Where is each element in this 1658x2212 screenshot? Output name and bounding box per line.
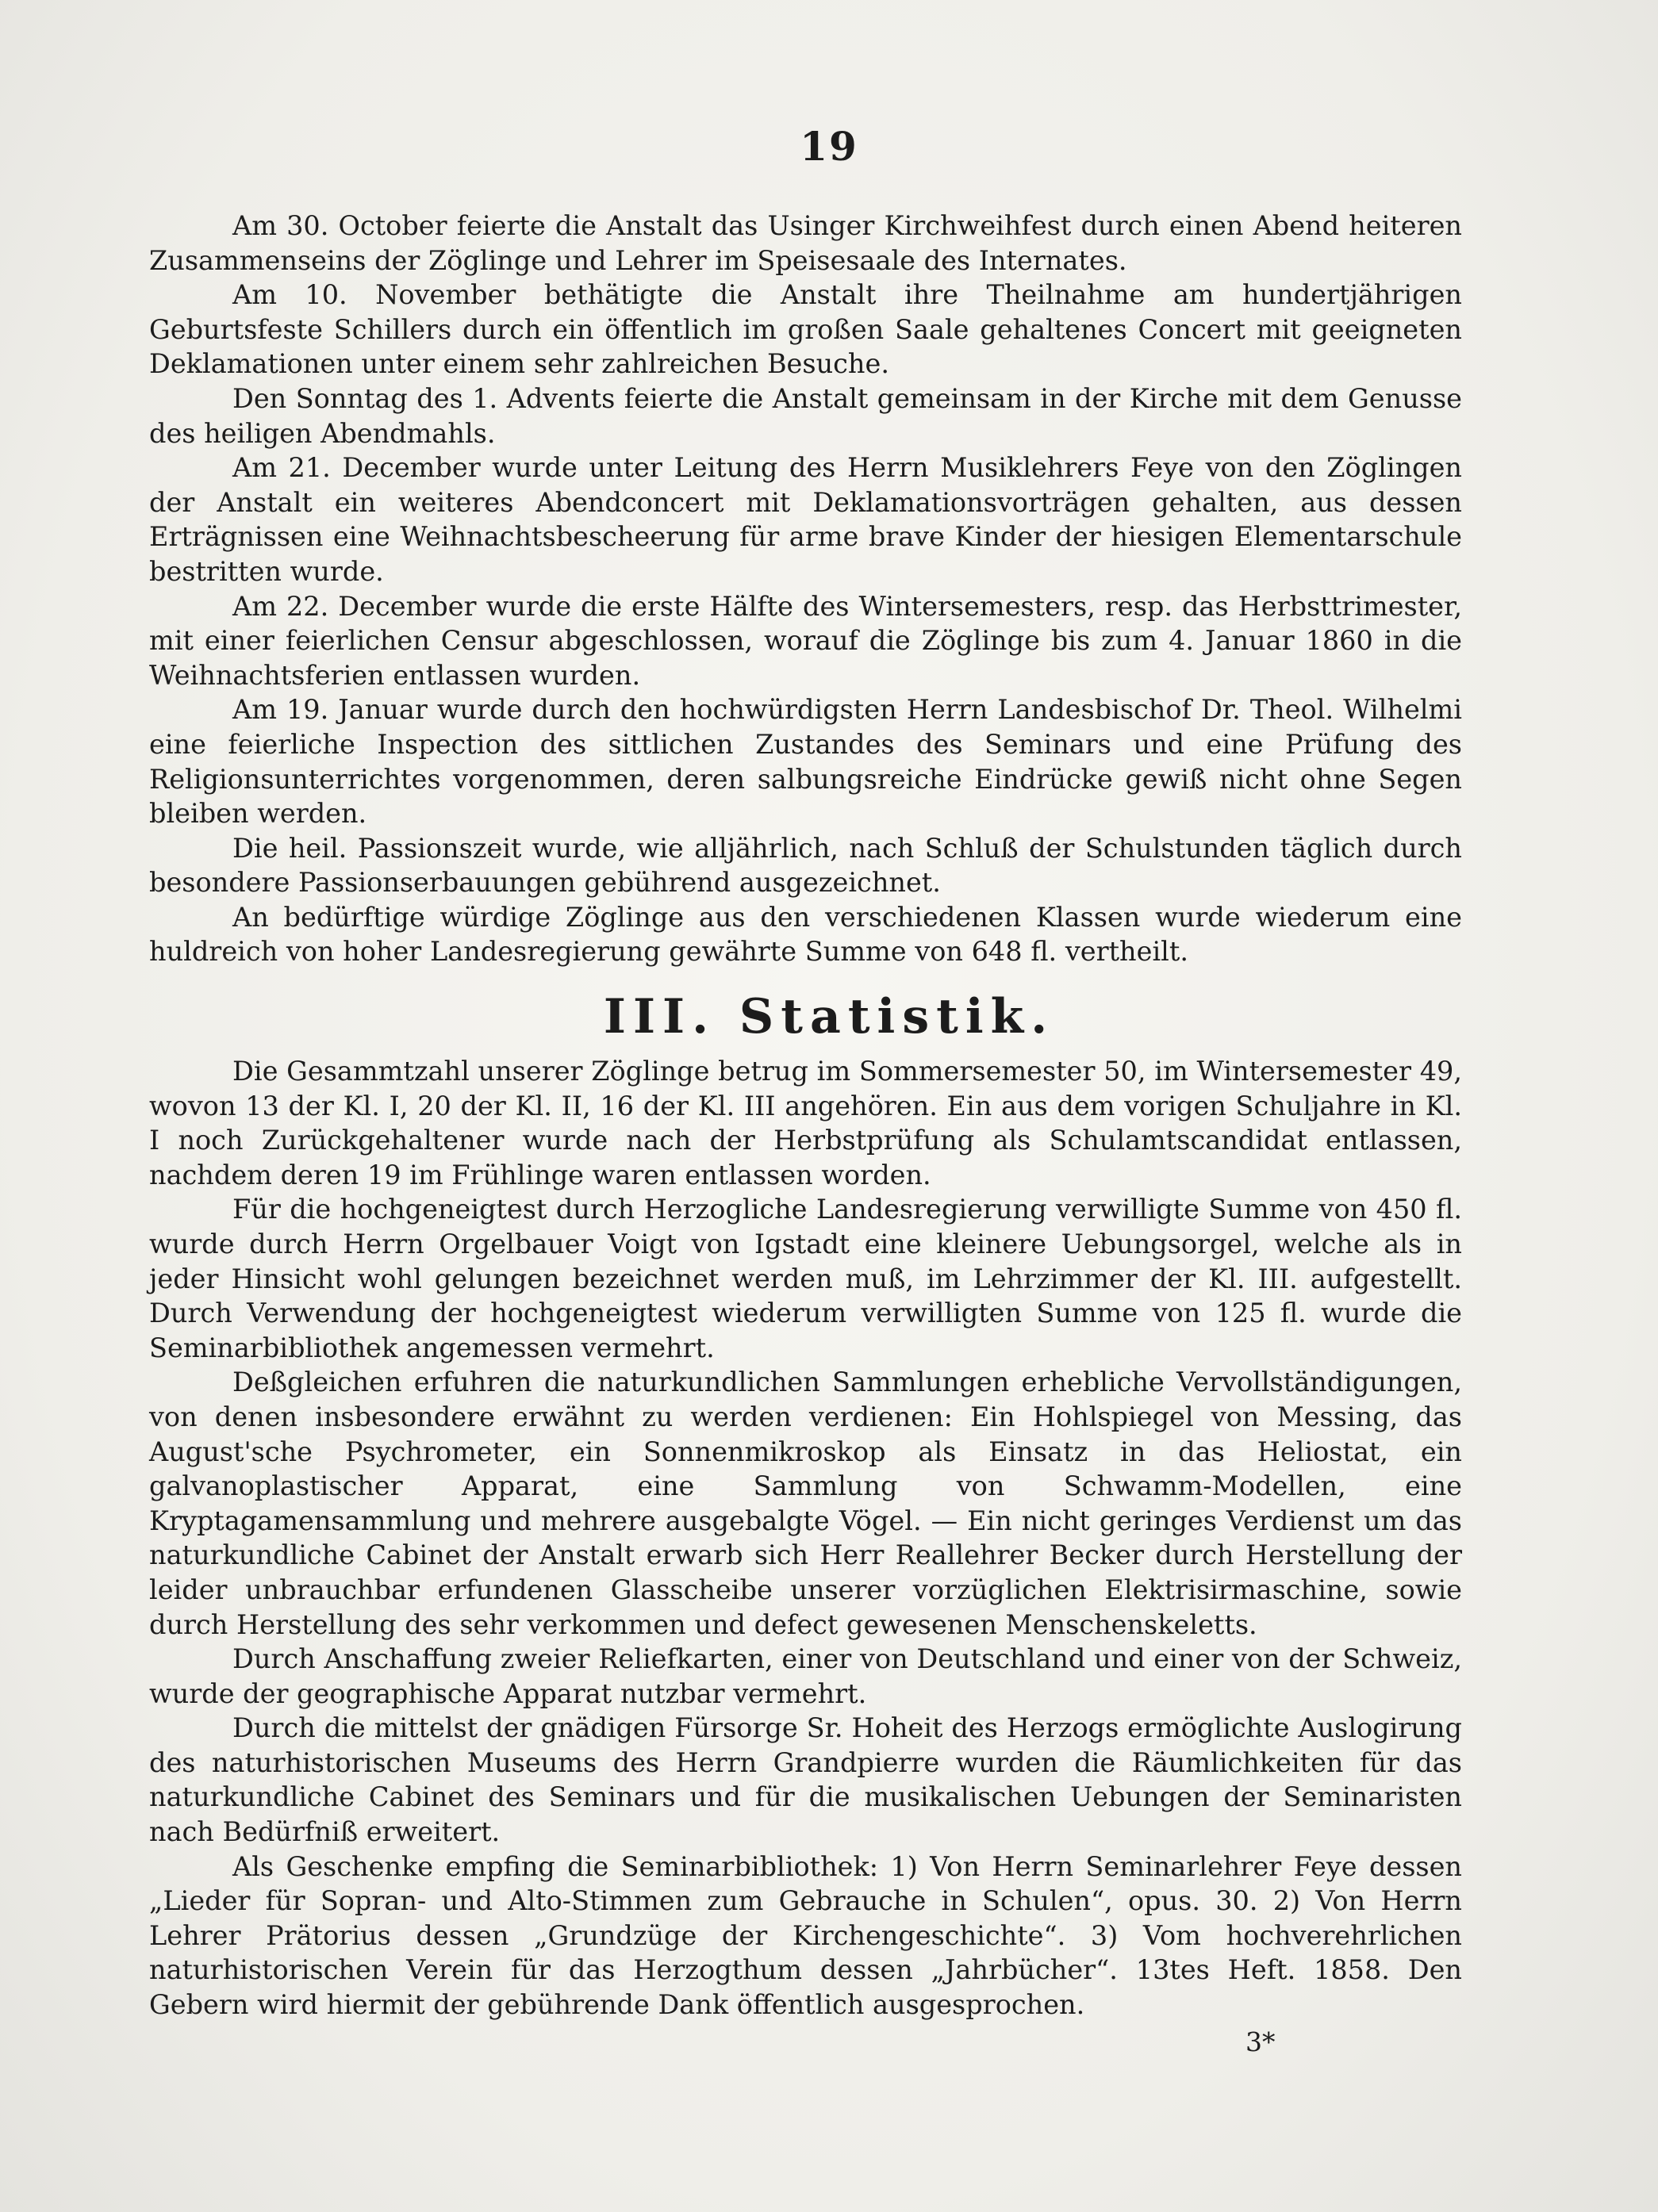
paragraph: Den Sonntag des 1. Advents feierte die Anstalt gemeinsam in der Kirche mit dem Genusse des heiligen Abendmahls. [149,382,1462,449]
page-number: 19 [800,123,858,170]
paragraph: Deßgleichen erfuhren die naturkundlichen Sammlungen erhebliche Vervollständigungen, von denen insbesondere erwähnt zu werden verdienen: Ein Hohlspiegel von Messing, das August'sche Psychrometer, ein Sonnenmikroskop als Einsatz in das Heliostat, ein galvanoplastischer Apparat, eine Sammlung von Schwamm-Modellen, eine Kryptagamensammlung und mehrere ausgebalgte Vögel. — Ein nicht geringes Verdienst um das naturkundliche Cabinet der Anstalt erwarb sich Herr Reallehrer Becker durch Herstellung der leider unbrauchbar erfundenen Glasscheibe unserer vorzüglichen Elektrisirmaschine, sowie durch Herstellung des sehr verkommen und defect gewesenen Menschenskeletts. [149,1367,1462,1640]
paragraph: Durch die mittelst der gnädigen Fürsorge Sr. Hoheit des Herzogs ermöglichte Auslogirung des naturhistorischen Museums des Herrn Grandpierre wurden die Räumlichkeiten für das naturkundliche Cabinet des Seminars und für die musikalischen Uebungen der Seminaristen nach Bedürfniß erweitert. [149,1712,1462,1848]
paragraph: Für die hochgeneigtest durch Herzogliche Landesregierung verwilligte Summe von 450 fl. wurde durch Herrn Orgelbauer Voigt von Igstadt eine kleinere Uebungsorgel, welche als in jeder Hinsicht wohl gelungen bezeichnet werden muß, im Lehrzimmer der Kl. III. aufgestellt. Durch Verwendung der hochgeneigtest wiederum verwilligten Summe von 125 fl. wurde die Seminarbibliothek angemessen vermehrt. [149,1194,1462,1363]
section-heading: III. Statistik. [603,989,1055,1045]
paragraph: Am 30. October feierte die Anstalt das Usinger Kirchweihfest durch einen Abend heiteren Zusammenseins der Zöglinge und Lehrer im Speisesaale des Internates. [149,210,1462,276]
paragraph: Die heil. Passionszeit wurde, wie alljährlich, nach Schluß der Schulstunden täglich durch besondere Passionserbauungen gebührend ausgezeichnet. [149,832,1462,899]
signature-mark: 3* [1245,2026,1276,2057]
statistics-text [149,1054,1462,2022]
paragraph: Am 19. Januar wurde durch den hochwürdigsten Herrn Landesbischof Dr. Theol. Wilhelmi eine feierliche Inspection des sittlichen Zustandes des Seminars und eine Prüfung des Religionsunterrichtes vorgenommen, deren salbungsreiche Eindrücke gewiß nicht ohne Segen bleiben werden. [149,694,1462,830]
paragraph: Am 21. December wurde unter Leitung des Herrn Musiklehrers Feye von den Zöglingen der Anstalt ein weiteres Abendconcert mit Deklamationsvorträgen gehalten, aus dessen Erträgnissen eine Weihnachtsbescheerung für arme brave Kinder der hiesigen Elementarschule bestritten wurde. [149,452,1462,587]
chronicle-text [149,209,1462,969]
paragraph: Am 22. December wurde die erste Hälfte des Wintersemesters, resp. das Herbsttrimester, mit einer feierlichen Censur abgeschlossen, worauf die Zöglinge bis zum 4. Januar 1860 in die Weihnachtsferien entlassen wurden. [149,590,1462,691]
paragraph: Als Geschenke empfing die Seminarbibliothek: 1) Von Herrn Seminarlehrer Feye dessen „Lieder für Sopran- und Alto-Stimmen zum Gebrauche in Schulen“, opus. 30. 2) Von Herrn Lehrer Prätorius dessen „Grundzüge der Kirchengeschichte“. 3) Vom hochverehrlichen naturhistorischen Verein für das Herzogthum dessen „Jahrbücher“. 13tes Heft. 1858. Den Gebern wird hiermit der gebührende Dank öffentlich ausgesprochen. [149,1850,1462,2021]
paragraph: Am 10. November bethätigte die Anstalt ihre Theilnahme am hundertjährigen Geburtsfeste Schillers durch ein öffentlich im großen Saale gehaltenes Concert mit geeigneten Deklamationen unter einem sehr zahlreichen Besuche. [149,279,1462,380]
paragraph: An bedürftige würdige Zöglinge aus den verschiedenen Klassen wurde wiederum eine huldreich von hoher Landesregierung gewährte Summe von 648 fl. vertheilt. [149,901,1462,968]
paragraph: Die Gesammtzahl unserer Zöglinge betrug im Sommersemester 50, im Wintersemester 49, wovon 13 der Kl. I, 20 der Kl. II, 16 der Kl. III angehören. Ein aus dem vorigen Schuljahre in Kl. I noch Zurückgehaltener wurde nach der Herbstprüfung als Schulamtscandidat entlassen, nachdem deren 19 im Frühlinge waren entlassen worden. [149,1056,1462,1190]
paragraph: Durch Anschaffung zweier Reliefkarten, einer von Deutschland und einer von der Schweiz, wurde der geographische Apparat nutzbar vermehrt. [149,1643,1462,1709]
